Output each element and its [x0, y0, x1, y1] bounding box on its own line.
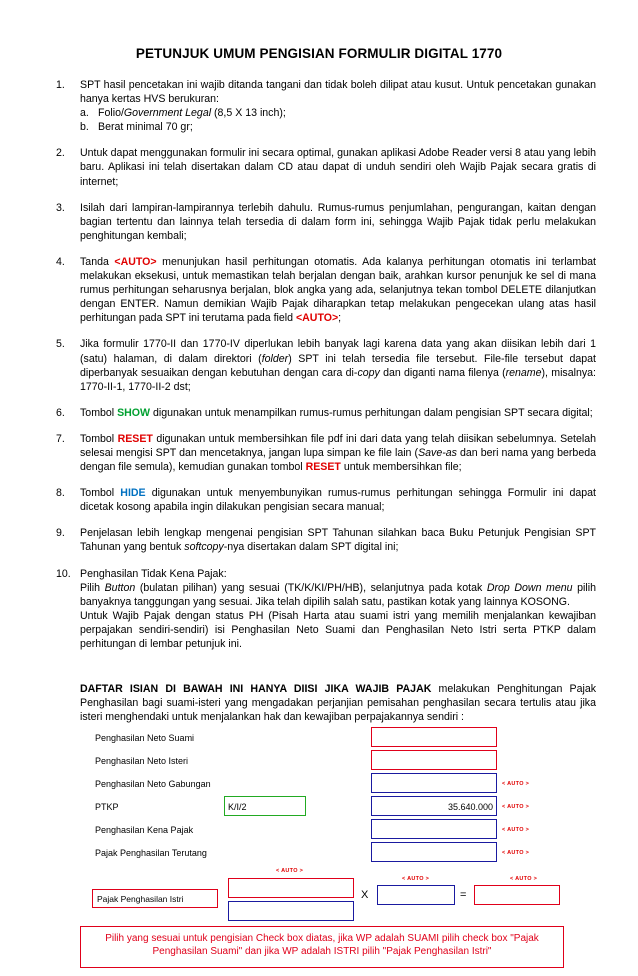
reset-label: RESET: [117, 432, 153, 445]
multiply-sign: X: [361, 889, 369, 901]
label-neto-suami: Penghasilan Neto Suami: [95, 733, 195, 743]
list-item: 2. Untuk dapat menggunakan formulir ini secara optimal, gunakan aplikasi Adobe Reader versi 8 atau yang lebih baru. Aplikasi ini telah disertakan dalam CD atau dapat di unduh sendiri oleh Wajib Pajak secara gratis di internet;: [56, 147, 596, 188]
show-label: SHOW: [117, 406, 151, 419]
neto-gabungan-field[interactable]: [371, 773, 497, 793]
list-item: 7. Tombol RESET digunakan untuk membersihkan file pdf ini dari data yang telah diisikan sebelumnya. Setelah selesai mengisi SPT dan mencetaknya, jangan lupa simpan ke file lain (Save-as dan beri nama yang berbeda dengan file semula), kemudian gunakan tombol RESET untuk membersihkan file;: [56, 432, 597, 474]
list-item: 4. Tanda <AUTO> menunjukan hasil perhitungan otomatis. Ada kalanya perhitungan otomatis ini terlambat melakukan eksekusi, untuk memastikan telah berjalan dengan baik, arahkan kursor penunjuk ke sel di mana rumus perhitungan seharusnya berjalan, blok angka yang ada, selanjutnya tekan tombol DELETE dilanjutkan dengan ENTER. Namun demikian Wajib Pajak diharapkan tetap melakukan pengecekan ulang atas hasil perhitungan pada SPT ini terutama pada field <AUTO>;: [56, 255, 596, 325]
pajak-istri-button[interactable]: Pajak Penghasilan Istri: [92, 889, 218, 908]
list-item: 8. Tombol HIDE digunakan untuk menyembunyikan rumus-rumus perhitungan sehingga Formulir ini dapat dicetak kosong apabila ingin dilakukan pengisian secara manual;: [56, 487, 596, 514]
terutang-field[interactable]: [371, 842, 497, 862]
instruction-note: Pilih yang sesuai untuk pengisian Check box diatas, jika WP adalah SUAMI pilih check box "Pajak Penghasilan Suami" dan jika WP adalah ISTRI pilih "Pajak Penghasilan Istri": [80, 926, 564, 968]
equals-sign: =: [460, 889, 467, 901]
list-item: 9. Penjelasan lebih lengkap mengenai pengisian SPT Tahunan silahkan baca Buku Petunjuk Pengisian SPT Tahunan yang bentuk softcopy-nya disertakan dalam SPT digital ini;: [56, 527, 596, 554]
neto-isteri-field[interactable]: [371, 750, 497, 770]
kena-pajak-field[interactable]: [371, 819, 497, 839]
ptkp-status-dropdown[interactable]: K/I/2: [224, 796, 306, 816]
ptkp-field[interactable]: 35.640.000: [371, 796, 497, 816]
auto-tag: < AUTO >: [402, 876, 430, 882]
sub-item: b. Berat minimal 70 gr;: [80, 121, 193, 134]
label-terutang: Pajak Penghasilan Terutang: [95, 848, 207, 858]
istri-ratio-bottom-field[interactable]: [228, 901, 354, 921]
auto-tag: < AUTO >: [502, 827, 530, 833]
label-ptkp: PTKP: [95, 802, 119, 812]
istri-ratio-top-field[interactable]: [228, 878, 354, 898]
auto-tag: < AUTO >: [510, 876, 538, 882]
auto-tag: < AUTO >: [502, 804, 530, 810]
auto-tag: < AUTO >: [502, 781, 530, 787]
list-item: 5. Jika formulir 1770-II dan 1770-IV diperlukan lebih banyak lagi karena data yang akan diisikan lebih dari 1 (satu) halaman, di dalam direktori (folder) SPT ini telah tersedia file tersebut. File-file tersebut dapat diperbanyak sesuaikan dengan kebutuhan dengan cara di-copy dan diganti nama filenya (rename), misalnya: 1770-II-1, 1770-II-2 dst;: [56, 338, 596, 393]
auto-tag: < AUTO >: [502, 850, 530, 856]
list-item: 10. Penghasilan Tidak Kena Pajak: Pilih Button (bulatan pilihan) yang sesuai (TK/K/KI/PH/HB), selanjutnya pada kotak Drop Down menu pilih banyaknya tanggungan yang sesuai. Jika telah dipilih salah satu, pastikan kotak yang lainnya KOSONG. Untuk Wajib Pajak dengan status PH (Pisah Harta atau suami istri yang memilih menjalankan kewajiban perpajakan sendiri-sendiri) isi Penghasilan Neto Suami dan Penghasilan Neto Istri serta PTKP dalam perhitungan di lembar petunjuk ini.: [56, 567, 596, 650]
auto-tag: < AUTO >: [276, 868, 304, 874]
neto-suami-field[interactable]: [371, 727, 497, 747]
sub-item: a. Folio/Government Legal (8,5 X 13 inch);: [80, 107, 286, 120]
hide-label: HIDE: [120, 487, 146, 500]
multiplier-field[interactable]: [377, 885, 455, 905]
item-number: 1.: [56, 79, 65, 91]
page-title: PETUNJUK UMUM PENGISIAN FORMULIR DIGITAL 1770: [135, 46, 503, 61]
label-kena-pajak: Penghasilan Kena Pajak: [95, 825, 194, 835]
label-neto-gabungan: Penghasilan Neto Gabungan: [95, 779, 211, 789]
label-neto-isteri: Penghasilan Neto Isteri: [95, 756, 189, 766]
daftar-isian: DAFTAR ISIAN DI BAWAH INI HANYA DIISI JIKA WAJIB PAJAK melakukan Penghitungan Pajak Penghasilan bagi suami-isteri yang mengadakan perjanjian pemisahan penghasilan secara tertulis atau jika isteri menghendaki untuk menjalankan hak dan kewajiban perpajakannya sendiri :: [80, 683, 597, 724]
pajak-istri-result-field[interactable]: [474, 885, 560, 905]
list-item: 3. Isilah dari lampiran-lampirannya terlebih dahulu. Rumus-rumus penjumlahan, pengurangan, kaitan dengan bagian tertentu dan lainnya telah tersedia di dalam form ini, sehingga Wajib Pajak tidak perlu melakukan penghitungan kembali;: [56, 201, 596, 242]
item-text: SPT hasil pencetakan ini wajib ditanda tangani dan tidak boleh dilipat atau kusut. Untuk pencetakan gunakan hanya kertas HVS berukuran:: [80, 79, 596, 106]
list-item: 6. Tombol SHOW digunakan untuk menampilkan rumus-rumus perhitungan dalam pengisian SPT secara digital;: [56, 406, 593, 419]
